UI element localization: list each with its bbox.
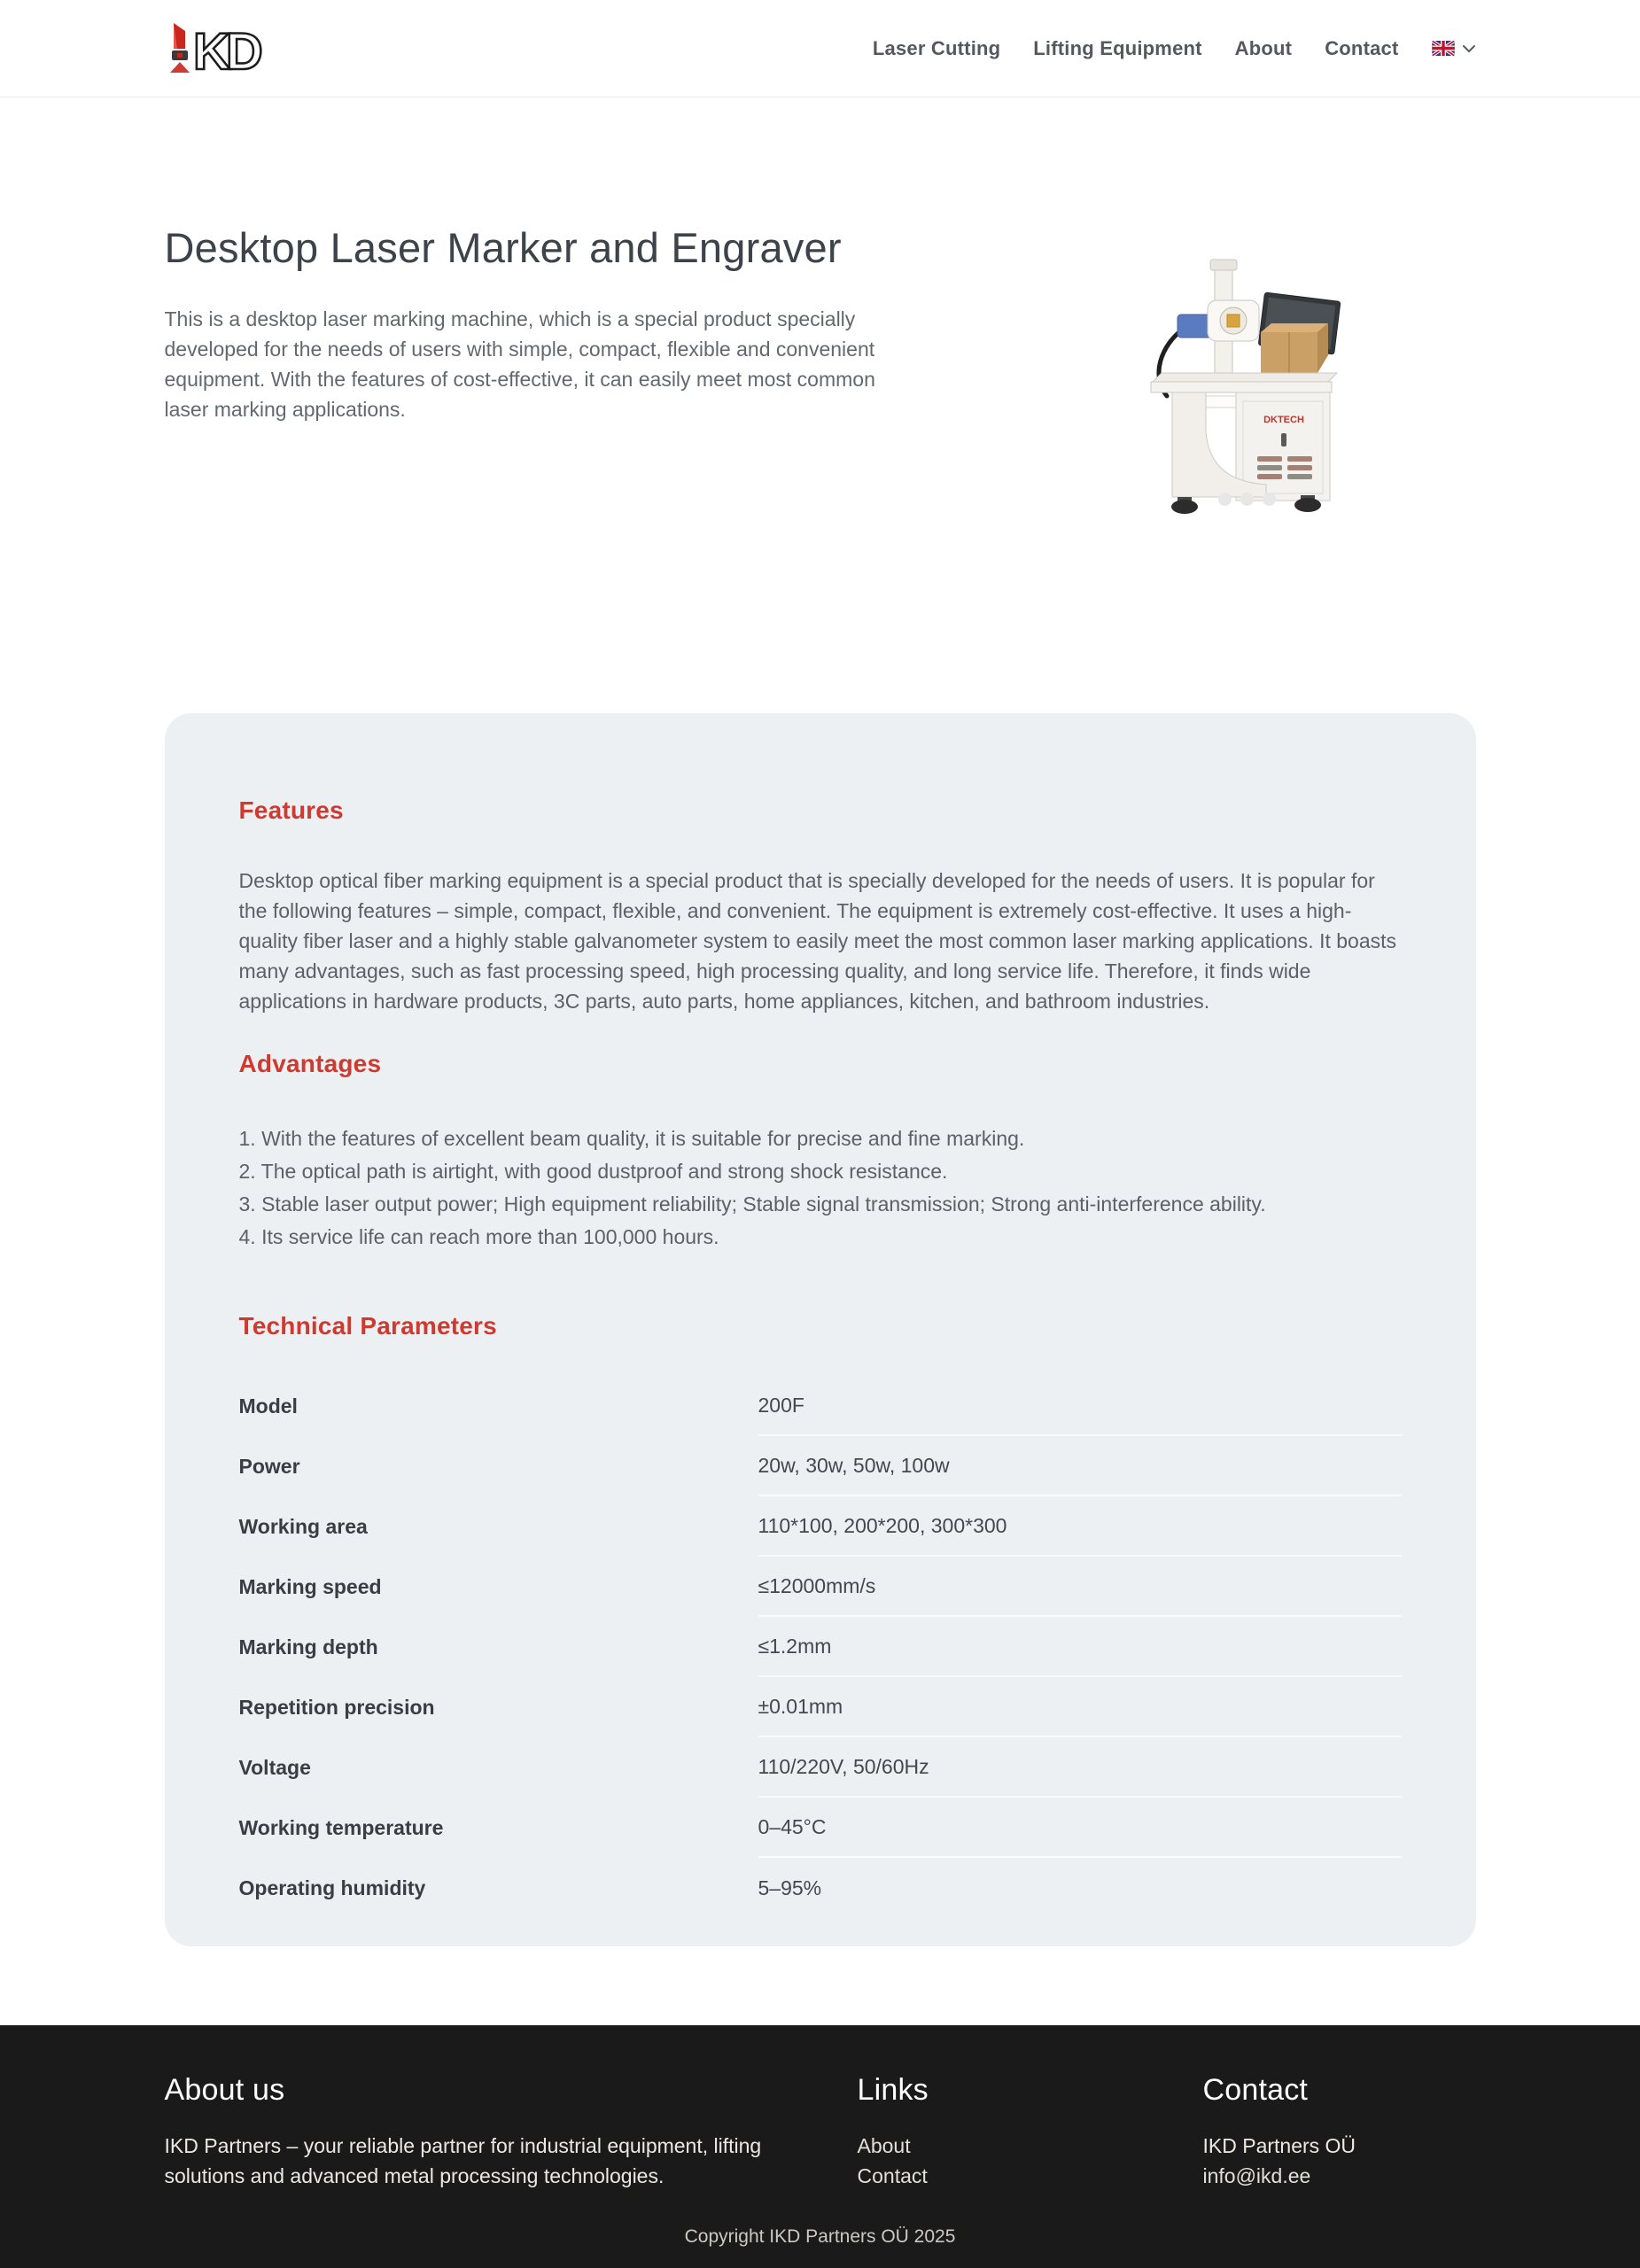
carousel-dot[interactable] [1240, 493, 1254, 506]
footer-about-heading: About us [164, 2073, 285, 2107]
nav-about[interactable]: About [1234, 36, 1293, 59]
spec-label: Power [238, 1454, 300, 1478]
spec-value: ≤12000mm/s [758, 1557, 1402, 1617]
advantage-item: 2. The optical path is airtight, with good dustproof and strong shock resistance. [238, 1160, 948, 1183]
advantages-list [239, 1122, 1402, 1254]
table-row [239, 1858, 1402, 1918]
spec-label: Repetition precision [238, 1695, 435, 1719]
ikd-logo-icon [165, 19, 278, 78]
table-row [239, 1436, 1402, 1496]
product-description: This is a desktop laser marking machine, which is a special product specially developed for the needs of users with simple, compact, flexible and convenient equipment. With the features of cost-effective, it can easily meet most common laser marking applications. [164, 307, 875, 421]
spec-value: 110/220V, 50/60Hz [758, 1737, 1402, 1798]
spec-label: Working area [238, 1514, 368, 1538]
spec-value: 5–95% [758, 1876, 822, 1899]
hero-section [0, 97, 1640, 713]
table-row [239, 1737, 1402, 1798]
footer-about-column [165, 2073, 858, 2191]
footer-about-text: IKD Partners – your reliable partner for industrial equipment, lifting solutions and advanced metal processing technologies. [164, 2134, 762, 2187]
table-row [239, 1376, 1402, 1436]
spec-value: 20w, 30w, 50w, 100w [758, 1436, 1402, 1496]
site-footer [0, 2025, 1640, 2268]
table-row [239, 1496, 1402, 1557]
nav-lifting-equipment[interactable]: Lifting Equipment [1033, 36, 1202, 59]
footer-links-column [858, 2073, 1203, 2191]
chevron-down-icon [1462, 44, 1476, 53]
footer-links-heading: Links [857, 2073, 929, 2107]
nav-contact[interactable]: Contact [1325, 36, 1399, 59]
language-switcher[interactable] [1432, 41, 1476, 56]
carousel-dot[interactable] [1218, 493, 1232, 506]
table-row [239, 1557, 1402, 1617]
carousel-dot[interactable] [1263, 493, 1276, 506]
machine-brand-label: DKTECH [1263, 415, 1304, 425]
technical-parameters-table [239, 1376, 1402, 1918]
footer-copyright: Copyright IKD Partners OÜ 2025 [684, 2226, 956, 2247]
footer-email-link[interactable]: info@ikd.ee [1202, 2164, 1311, 2187]
image-carousel-dots [1218, 493, 1276, 506]
ikd-logo[interactable] [165, 19, 278, 78]
spec-value: 110*100, 200*200, 300*300 [758, 1496, 1402, 1557]
table-row [239, 1617, 1402, 1677]
features-body: Desktop optical fiber marking equipment is a special product that is specially developed for the needs of users. It is popular for the following features – simple, compact, flexible, and convenient. The equipment is extremely cost-effective. It uses a high-quality fiber laser and a highly stable galvanometer system to easily meet the most common laser marking applications. It boasts many advantages, such as fast processing speed, high processing quality, and long service life. Therefore, it finds wide applications in hardware products, 3C parts, auto parts, home appliances, kitchen, and bathroom industries. [238, 869, 1397, 1013]
spec-label: Marking speed [238, 1574, 382, 1598]
footer-link-about[interactable]: About [857, 2134, 911, 2157]
product-image [1126, 244, 1361, 523]
technical-parameters-heading: Technical Parameters [238, 1312, 497, 1340]
table-row [239, 1677, 1402, 1737]
advantage-item: 1. With the features of excellent beam quality, it is suitable for precise and fine marking. [238, 1127, 1025, 1150]
features-heading: Features [238, 796, 344, 824]
spec-label: Voltage [238, 1755, 311, 1779]
footer-company-name: IKD Partners OÜ [1202, 2134, 1356, 2157]
spec-value: 200F [758, 1376, 1402, 1436]
spec-value: 0–45°C [758, 1798, 1402, 1858]
footer-link-contact[interactable]: Contact [857, 2164, 928, 2187]
table-row [239, 1798, 1402, 1858]
uk-flag-icon [1432, 41, 1455, 56]
logo-text: KD [192, 22, 259, 78]
main-nav [872, 36, 1476, 59]
spec-label: Marking depth [238, 1635, 378, 1658]
advantages-heading: Advantages [238, 1050, 382, 1077]
advantage-item: 4. Its service life can reach more than 100,000 hours. [238, 1225, 719, 1248]
product-details-card [165, 713, 1476, 1946]
spec-value: ≤1.2mm [758, 1617, 1402, 1677]
spec-label: Working temperature [238, 1815, 444, 1839]
advantage-item: 3. Stable laser output power; High equipment reliability; Stable signal transmission; Strong anti-interference ability. [238, 1192, 1266, 1216]
spec-label: Operating humidity [238, 1876, 426, 1899]
footer-contact-heading: Contact [1202, 2073, 1309, 2107]
footer-contact-column [1203, 2073, 1356, 2191]
laser-machine-illustration [1126, 244, 1361, 523]
page-title: Desktop Laser Marker and Engraver [164, 224, 842, 271]
spec-label: Model [238, 1394, 298, 1418]
nav-laser-cutting[interactable]: Laser Cutting [872, 36, 1001, 59]
site-header [0, 0, 1640, 97]
spec-value: ±0.01mm [758, 1677, 1402, 1737]
